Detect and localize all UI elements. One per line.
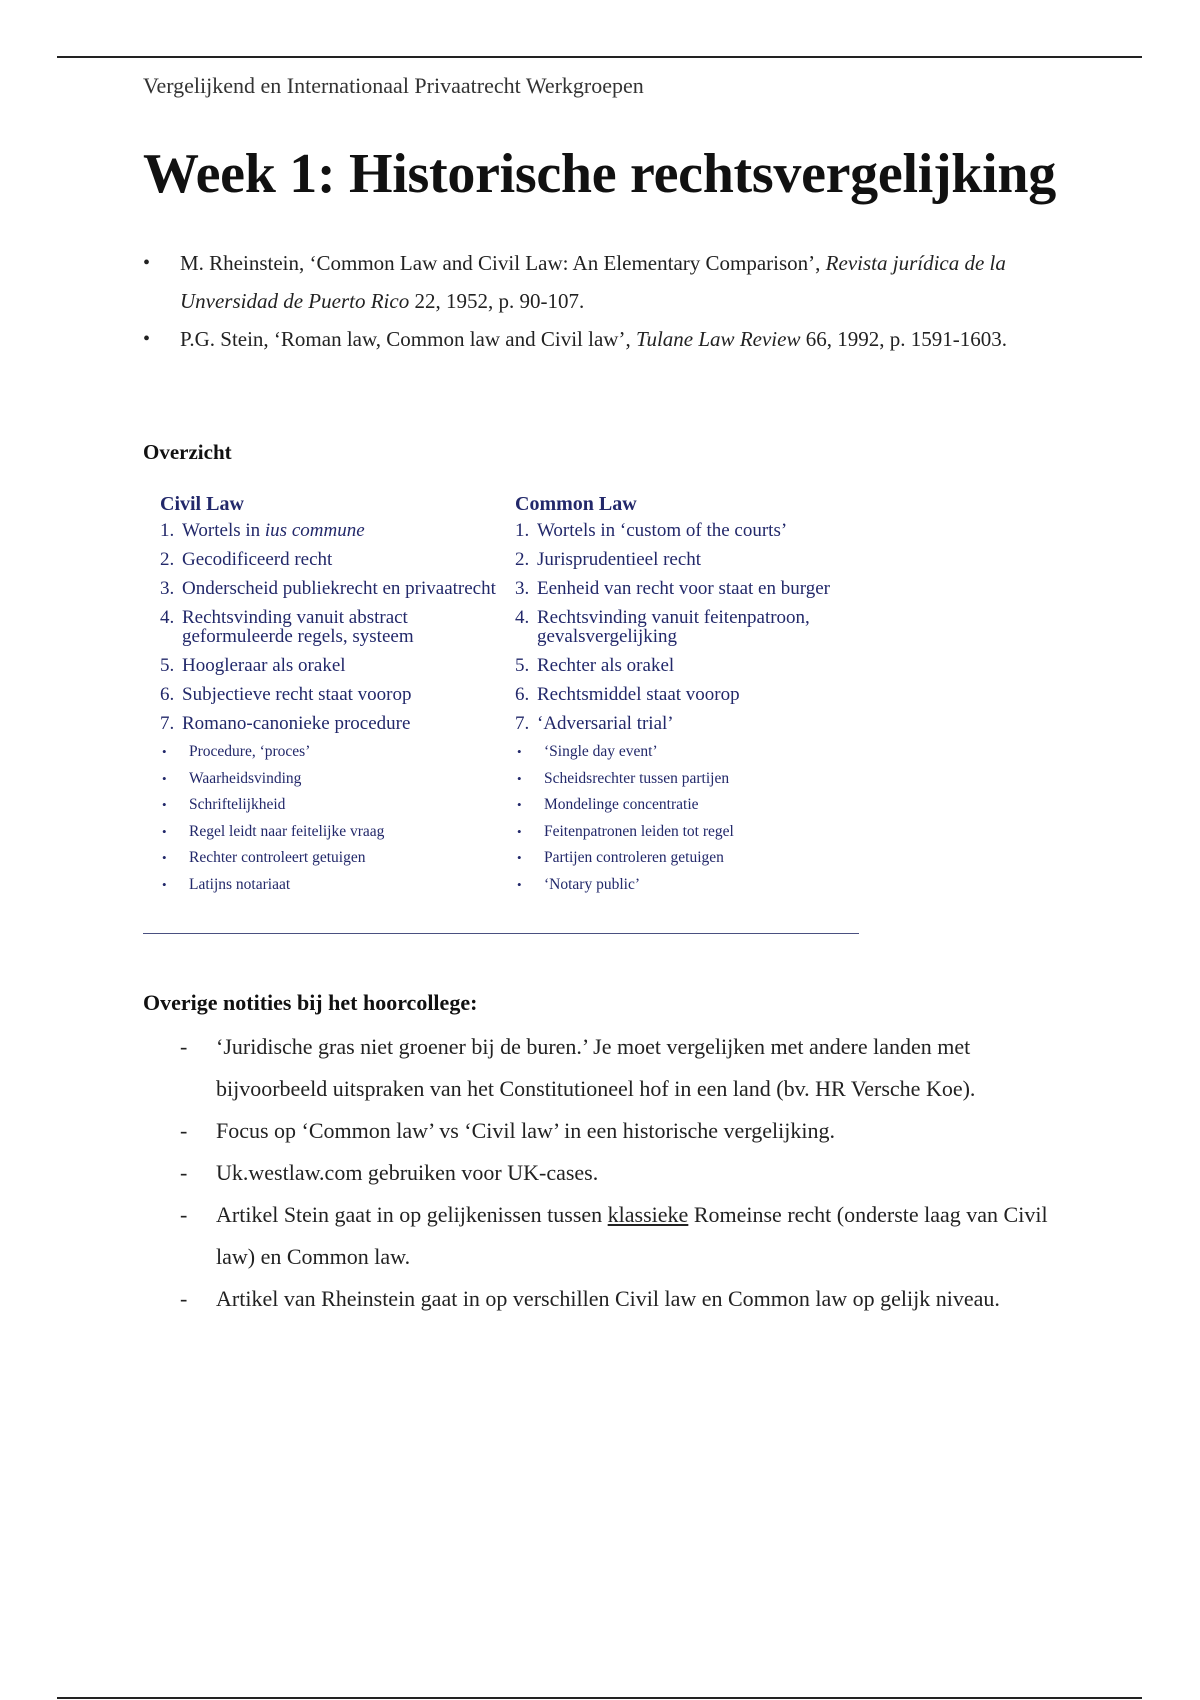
list-item: [515, 714, 860, 733]
civil-law-column: [160, 493, 505, 903]
sub-list-item: [515, 849, 860, 867]
overview-label: Overzicht: [143, 440, 232, 464]
bullet-icon: •: [143, 252, 151, 274]
civil-law-heading: Civil Law: [160, 493, 244, 515]
list-item: [515, 579, 860, 598]
sub-list-item: [515, 876, 860, 894]
sub-item-text: Schriftelijkheid: [189, 796, 286, 814]
sub-item-text: Procedure, ‘proces’: [189, 743, 311, 760]
note-text: Artikel Stein gaat in op gelijkenissen tussen: [216, 1202, 608, 1227]
item-text: Wortels in: [182, 520, 265, 541]
reference-journal: Revista jurídica de la Unversidad de Puerto Rico: [180, 251, 1006, 313]
reference-list: [143, 244, 1043, 358]
item-number: 1.: [515, 520, 530, 541]
dash-icon: -: [180, 1160, 188, 1185]
list-item: [160, 521, 505, 540]
list-item: [515, 521, 860, 540]
dash-icon: -: [180, 1202, 188, 1227]
note-underlined-word: klassieke: [607, 1202, 689, 1227]
item-number: 3.: [160, 578, 175, 599]
item-number: 5.: [160, 655, 175, 676]
sub-bullet-icon: •: [162, 797, 167, 813]
sub-item-text: ‘Notary public’: [544, 875, 640, 893]
dash-icon: -: [180, 1286, 188, 1311]
item-number: 3.: [515, 578, 530, 599]
item-number: 4.: [160, 607, 175, 628]
page-title: Week 1: Historische rechtsvergelijking: [143, 143, 1056, 205]
item-number: 5.: [515, 655, 530, 676]
list-item: [515, 685, 860, 704]
item-text: Hoogleraar als orakel: [182, 655, 346, 676]
item-text: Eenheid van recht voor staat en burger: [537, 578, 830, 599]
sub-item-text: Waarheidsvinding: [189, 769, 302, 787]
sub-item-text: Rechter controleert getuigen: [189, 849, 366, 867]
top-rule: [57, 56, 1142, 58]
list-item: [515, 608, 860, 646]
reference-item: [143, 244, 1043, 320]
sub-bullet-icon: •: [517, 770, 522, 786]
item-text: Rechter als orakel: [537, 655, 675, 676]
sub-bullet-icon: •: [517, 744, 522, 759]
note-text-continued: Romeinse recht (onderste laag van Civil law) en Common law.: [216, 1202, 1048, 1269]
list-item: [160, 550, 505, 569]
item-number: 1.: [160, 520, 175, 541]
sub-list-item: [160, 876, 505, 894]
list-item: [160, 608, 505, 646]
sub-list-item: [515, 770, 860, 788]
sub-list-item: [160, 849, 505, 867]
sub-item-text: Latijns notariaat: [189, 875, 291, 893]
reference-citation: 22, 1952, p. 90-107.: [409, 289, 585, 313]
sub-item-text: ‘Single day event’: [544, 743, 658, 760]
list-item: [160, 579, 505, 598]
reference-item: [143, 320, 1043, 358]
item-text: Gecodificeerd recht: [182, 549, 333, 570]
sub-item-text: Partijen controleren getuigen: [544, 849, 724, 867]
reference-journal: Tulane Law Review: [635, 327, 801, 351]
sub-item-text: Regel leidt naar feitelijke vraag: [189, 822, 385, 840]
item-number: 7.: [515, 713, 530, 734]
note-item: [180, 1110, 1080, 1152]
item-italic-text: ius commune: [264, 520, 365, 541]
sub-bullet-icon: •: [517, 850, 522, 866]
sub-bullet-icon: •: [517, 823, 522, 839]
item-text: Jurisprudentieel recht: [537, 549, 702, 570]
item-number: 6.: [515, 684, 530, 705]
note-text: Focus op ‘Common law’ vs ‘Civil law’ in een historische vergelijking.: [216, 1118, 835, 1143]
item-text: Wortels in ‘custom of the courts’: [537, 520, 788, 541]
common-law-heading: Common Law: [515, 493, 637, 515]
item-number: 6.: [160, 684, 175, 705]
note-item: [180, 1194, 1080, 1278]
sub-bullet-icon: •: [162, 823, 167, 839]
sub-item-text: Feitenpatronen leiden tot regel: [544, 822, 734, 840]
bottom-rule: [57, 1697, 1142, 1699]
dash-icon: -: [180, 1118, 188, 1143]
note-text: ‘Juridische gras niet groener bij de buren.’ Je moet vergelijken met andere landen met bijvoorbeeld uitspraken van het Constitutioneel hof in een land (bv. HR Versche Koe).: [216, 1034, 976, 1101]
item-number: 2.: [160, 549, 175, 570]
note-text: Uk.westlaw.com gebruiken voor UK-cases.: [216, 1160, 599, 1185]
item-text: Subjectieve recht staat voorop: [182, 684, 412, 705]
reference-citation: 66, 1992, p. 1591-1603.: [800, 327, 1007, 351]
sub-list-item: [160, 796, 505, 814]
list-item: [160, 656, 505, 675]
sub-bullet-icon: •: [162, 850, 167, 866]
sub-list-item: [160, 743, 505, 761]
note-text: Artikel van Rheinstein gaat in op verschillen Civil law en Common law op gelijk niveau.: [216, 1286, 1000, 1311]
notes-list: [180, 1026, 1080, 1320]
list-item: [160, 714, 505, 733]
reference-text: M. Rheinstein, ‘Common Law and Civil Law: An Elementary Comparison’,: [180, 251, 826, 275]
overview-comparison-image: [143, 493, 859, 934]
item-text: Romano-canonieke procedure: [182, 713, 411, 734]
item-number: 4.: [515, 607, 530, 628]
item-text: Onderscheid publiekrecht en privaatrecht: [182, 578, 496, 599]
sub-bullet-icon: •: [162, 770, 167, 786]
running-header: Vergelijkend en Internationaal Privaatrecht Werkgroepen: [143, 73, 644, 98]
sub-item-text: Mondelinge concentratie: [544, 796, 699, 814]
note-item: [180, 1278, 1080, 1320]
list-item: [515, 656, 860, 675]
list-item: [160, 685, 505, 704]
note-item: [180, 1026, 1080, 1110]
sub-bullet-icon: •: [517, 797, 522, 813]
sub-list-item: [160, 823, 505, 841]
sub-bullet-icon: •: [517, 876, 522, 892]
item-number: 7.: [160, 713, 175, 734]
reference-text: P.G. Stein, ‘Roman law, Common law and Civil law’,: [180, 327, 636, 351]
sub-list-item: [515, 796, 860, 814]
item-number: 2.: [515, 549, 530, 570]
item-text: Rechtsvinding vanuit feitenpatroon, gevalsvergelijking: [537, 607, 810, 647]
bullet-icon: •: [143, 328, 151, 350]
sub-list-item: [515, 823, 860, 841]
item-text: Rechtsmiddel staat voorop: [537, 684, 740, 705]
item-text: Rechtsvinding vanuit abstract geformuleerde regels, systeem: [182, 607, 414, 647]
sub-item-text: Scheidsrechter tussen partijen: [544, 769, 730, 787]
sub-bullet-icon: •: [162, 876, 167, 892]
sub-list-item: [515, 743, 860, 761]
note-item: [180, 1152, 1080, 1194]
common-law-column: [515, 493, 860, 903]
notes-heading: Overige notities bij het hoorcollege:: [143, 990, 478, 1015]
dash-icon: -: [180, 1034, 188, 1059]
sub-bullet-icon: •: [162, 744, 167, 759]
item-text: ‘Adversarial trial’: [537, 713, 674, 734]
list-item: [515, 550, 860, 569]
sub-list-item: [160, 770, 505, 788]
